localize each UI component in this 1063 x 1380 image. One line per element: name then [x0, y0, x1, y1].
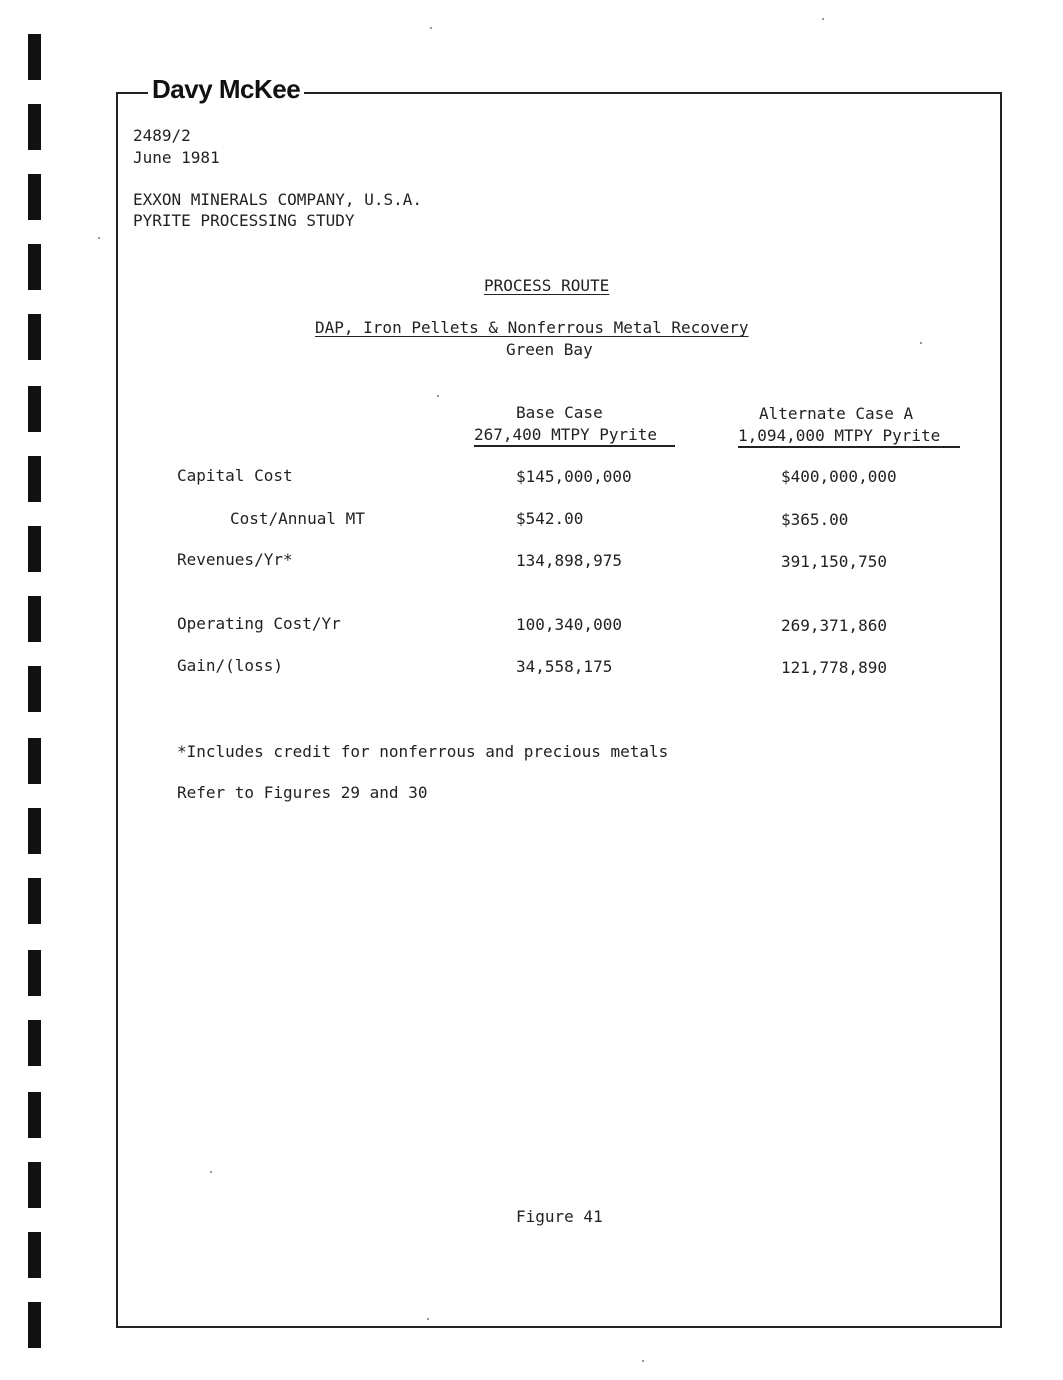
binder-hole	[28, 878, 41, 924]
binder-hole	[28, 244, 41, 290]
column-header-alt-title: Alternate Case A	[759, 404, 914, 423]
binder-hole	[28, 1020, 41, 1066]
row-label: Gain/(loss)	[177, 656, 283, 675]
binder-hole	[28, 456, 41, 502]
binder-hole	[28, 738, 41, 784]
column-header-alt-underline	[738, 446, 960, 448]
binder-hole	[28, 174, 41, 220]
row-label: Operating Cost/Yr	[177, 614, 341, 633]
binder-hole	[28, 1162, 41, 1208]
column-header-base-subtitle: 267,400 MTPY Pyrite	[474, 425, 658, 444]
location: Green Bay	[506, 340, 593, 359]
study-title: PYRITE PROCESSING STUDY	[133, 211, 355, 230]
figure-label: Figure 41	[516, 1207, 603, 1226]
binder-hole	[28, 314, 41, 360]
scan-speck	[210, 1171, 212, 1173]
scan-speck	[920, 342, 922, 344]
row-value-alt: 391,150,750	[781, 552, 887, 571]
binder-hole	[28, 1232, 41, 1278]
scan-speck	[430, 27, 432, 29]
row-label: Cost/Annual MT	[230, 509, 365, 528]
row-value-base: $145,000,000	[516, 467, 632, 486]
row-label: Revenues/Yr*	[177, 550, 293, 569]
scan-speck	[98, 237, 100, 239]
binder-hole	[28, 808, 41, 854]
document-date: June 1981	[133, 148, 220, 167]
column-header-base-underline	[474, 445, 675, 447]
row-value-base: 134,898,975	[516, 551, 622, 570]
figure-reference: Refer to Figures 29 and 30	[177, 783, 428, 802]
section-title: PROCESS ROUTE	[484, 276, 610, 295]
row-value-base: 34,558,175	[516, 657, 613, 676]
row-value-alt: 121,778,890	[781, 658, 887, 677]
scan-speck	[427, 1318, 429, 1320]
binder-hole	[28, 1302, 41, 1348]
row-value-alt: $400,000,000	[781, 467, 897, 486]
binder-holes	[28, 0, 44, 1380]
scan-speck	[437, 395, 439, 397]
binder-hole	[28, 1092, 41, 1138]
row-value-base: 100,340,000	[516, 615, 622, 634]
route-title: DAP, Iron Pellets & Nonferrous Metal Recovery	[315, 318, 749, 337]
binder-hole	[28, 386, 41, 432]
row-value-base: $542.00	[516, 509, 584, 528]
document-number: 2489/2	[133, 126, 191, 145]
row-value-alt: $365.00	[781, 510, 849, 529]
binder-hole	[28, 666, 41, 712]
scan-speck	[642, 1360, 644, 1362]
company-name: EXXON MINERALS COMPANY, U.S.A.	[133, 190, 422, 209]
binder-hole	[28, 34, 41, 80]
binder-hole	[28, 104, 41, 150]
binder-hole	[28, 526, 41, 572]
binder-hole	[28, 950, 41, 996]
company-logo: Davy McKee	[148, 74, 304, 105]
scan-speck	[822, 18, 824, 20]
column-header-base-title: Base Case	[516, 403, 603, 422]
footnote: *Includes credit for nonferrous and precious metals	[177, 742, 669, 761]
row-label: Capital Cost	[177, 466, 293, 485]
column-header-alt-subtitle: 1,094,000 MTPY Pyrite	[738, 426, 941, 445]
binder-hole	[28, 596, 41, 642]
row-value-alt: 269,371,860	[781, 616, 887, 635]
